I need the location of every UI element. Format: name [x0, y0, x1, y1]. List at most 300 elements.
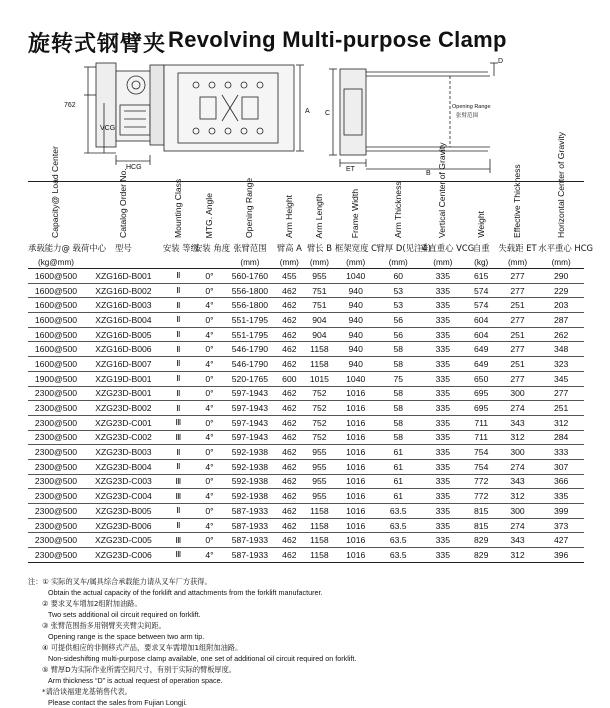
table-cell: XZG23D-B004: [84, 459, 163, 474]
units-row: [28, 256, 584, 269]
note-row: [28, 686, 588, 697]
table-cell: 63.5: [376, 504, 420, 519]
table-cell: 229: [538, 283, 584, 298]
table-cell: 2300@500: [28, 504, 84, 519]
table-row: [28, 401, 584, 416]
table-cell: 1600@500: [28, 327, 84, 342]
table-cell: 462: [275, 401, 304, 416]
table-cell: XZG23D-C003: [84, 474, 163, 489]
table-cell: 1158: [304, 518, 335, 533]
table-cell: XZG16D-B002: [84, 283, 163, 298]
note-row: [28, 576, 588, 587]
header-zh-cell: 臂高 A: [276, 243, 302, 253]
table-cell: 56: [376, 327, 420, 342]
table-cell: 462: [275, 504, 304, 519]
table-cell: 300: [497, 445, 538, 460]
table-cell: 4°: [194, 401, 225, 416]
table-cell: 335: [420, 283, 466, 298]
table-cell: Ⅱ: [163, 327, 194, 342]
table-cell: 462: [275, 386, 304, 401]
dim-d-label: D: [498, 58, 504, 65]
table-cell: 597-1943: [225, 386, 275, 401]
table-cell: 462: [275, 459, 304, 474]
table-cell: 277: [497, 371, 538, 386]
unit-cell: [194, 256, 225, 269]
table-cell: 1600@500: [28, 313, 84, 328]
table-cell: 274: [497, 459, 538, 474]
table-cell: 0°: [194, 445, 225, 460]
table-cell: 752: [304, 430, 335, 445]
table-row: [28, 518, 584, 533]
note-zh: ④ 可提供相应的非侧移式产品，要求叉车需增加1组附加油路。: [42, 643, 243, 652]
table-cell: 335: [420, 474, 466, 489]
table-cell: 335: [420, 357, 466, 372]
dim-et-label: ET: [346, 166, 355, 173]
table-cell: 333: [538, 445, 584, 460]
table-cell: 4°: [194, 489, 225, 504]
header-en-cell: Frame Width: [335, 182, 376, 241]
table-cell: 1040: [335, 371, 376, 386]
header-en-cell: Weight: [466, 182, 497, 241]
table-cell: 600: [275, 371, 304, 386]
table-cell: 53: [376, 298, 420, 313]
table-cell: 251: [497, 327, 538, 342]
table-cell: 0°: [194, 283, 225, 298]
table-cell: 940: [335, 327, 376, 342]
header-en-cell: Arm Thickness: [376, 182, 420, 241]
header-zh-cell: 承载能力@ 载荷中心: [28, 243, 107, 253]
opening-range-zh-label: 张臂范围: [456, 113, 479, 119]
table-cell: 373: [538, 518, 584, 533]
table-cell: XZG23D-B002: [84, 401, 163, 416]
unit-cell: (mm): [304, 256, 335, 269]
table-cell: 520-1765: [225, 371, 275, 386]
table-cell: 1158: [304, 548, 335, 563]
table-cell: 1016: [335, 548, 376, 563]
header-en-cell: Catalog Order No.: [84, 182, 163, 241]
table-cell: 0°: [194, 533, 225, 548]
table-cell: 61: [376, 459, 420, 474]
table-cell: 455: [275, 269, 304, 284]
table-cell: 335: [420, 313, 466, 328]
table-cell: 597-1943: [225, 401, 275, 416]
table-cell: 335: [420, 371, 466, 386]
table-row: [28, 313, 584, 328]
table-cell: Ⅱ: [163, 518, 194, 533]
table-cell: 815: [466, 518, 497, 533]
table-cell: 1600@500: [28, 298, 84, 313]
table-cell: 53: [376, 283, 420, 298]
table-cell: 262: [538, 327, 584, 342]
header-en-cell: Horizontal Center of Gravity: [538, 182, 584, 241]
note-row: [28, 664, 588, 675]
table-cell: 829: [466, 533, 497, 548]
table-cell: 615: [466, 269, 497, 284]
table-cell: 61: [376, 489, 420, 504]
table-row: [28, 327, 584, 342]
table-cell: 751: [304, 283, 335, 298]
table-row: [28, 504, 584, 519]
table-cell: 335: [420, 327, 466, 342]
table-cell: 752: [304, 386, 335, 401]
table-cell: 462: [275, 313, 304, 328]
side-view-drawing: [84, 63, 164, 165]
table-cell: Ⅱ: [163, 298, 194, 313]
note-en: Two sets additional oil circuit required on forklift.: [48, 610, 201, 619]
table-cell: 323: [538, 357, 584, 372]
table-cell: 649: [466, 357, 497, 372]
table-cell: 955: [304, 474, 335, 489]
header-zh-cell: 自重: [472, 243, 490, 253]
table-row: [28, 357, 584, 372]
table-cell: 277: [497, 313, 538, 328]
table-cell: 63.5: [376, 518, 420, 533]
spec-table: [28, 131, 594, 563]
table-cell: XZG23D-B005: [84, 504, 163, 519]
table-cell: 462: [275, 474, 304, 489]
table-cell: 60: [376, 269, 420, 284]
table-cell: 751: [304, 298, 335, 313]
table-cell: 277: [538, 386, 584, 401]
unit-cell: [84, 256, 163, 269]
table-cell: 307: [538, 459, 584, 474]
table-cell: 604: [466, 327, 497, 342]
table-cell: 335: [420, 298, 466, 313]
table-row: [28, 415, 584, 430]
notes-section: [28, 576, 588, 708]
table-cell: 277: [497, 283, 538, 298]
table-cell: 58: [376, 357, 420, 372]
table-cell: Ⅱ: [163, 342, 194, 357]
table-cell: XZG23D-C006: [84, 548, 163, 563]
table-cell: Ⅲ: [163, 474, 194, 489]
table-cell: 940: [335, 283, 376, 298]
table-cell: 203: [538, 298, 584, 313]
table-row: [28, 445, 584, 460]
table-cell: Ⅱ: [163, 504, 194, 519]
header-zh-cell: 框架宽度 C: [334, 243, 377, 253]
table-cell: XZG16D-B006: [84, 342, 163, 357]
table-cell: 940: [335, 313, 376, 328]
table-cell: 284: [538, 430, 584, 445]
table-cell: 0°: [194, 415, 225, 430]
table-cell: 1016: [335, 401, 376, 416]
note-row: [28, 587, 588, 598]
table-cell: 829: [466, 548, 497, 563]
table-row: [28, 283, 584, 298]
header-zh-cell: 水平重心 HCG: [538, 243, 594, 253]
table-cell: 904: [304, 313, 335, 328]
table-cell: 587-1933: [225, 504, 275, 519]
table-cell: 462: [275, 518, 304, 533]
table-cell: 56: [376, 313, 420, 328]
header-zh-cell: 型号: [115, 243, 132, 253]
table-cell: 427: [538, 533, 584, 548]
title-english: Revolving Multi-purpose Clamp: [168, 27, 507, 52]
table-cell: 1900@500: [28, 371, 84, 386]
table-cell: 4°: [194, 357, 225, 372]
table-cell: Ⅱ: [163, 313, 194, 328]
table-cell: 1158: [304, 533, 335, 548]
table-cell: XZG16D-B007: [84, 357, 163, 372]
table-cell: 462: [275, 357, 304, 372]
table-cell: 462: [275, 430, 304, 445]
table-cell: Ⅲ: [163, 415, 194, 430]
table-cell: 2300@500: [28, 548, 84, 563]
table-cell: 592-1938: [225, 489, 275, 504]
note-row: [28, 642, 588, 653]
table-cell: 58: [376, 386, 420, 401]
table-cell: 0°: [194, 386, 225, 401]
note-row: [28, 653, 588, 664]
table-cell: 2300@500: [28, 533, 84, 548]
table-cell: 574: [466, 298, 497, 313]
table-cell: 1016: [335, 445, 376, 460]
header-zh-cell: 臂长 B: [306, 243, 332, 253]
note-row: [28, 598, 588, 609]
table-cell: 1600@500: [28, 283, 84, 298]
table-cell: 556-1800: [225, 283, 275, 298]
table-cell: 752: [304, 401, 335, 416]
header-zh-row: [28, 240, 584, 256]
dim-hcg-label: HCG: [126, 164, 142, 171]
table-row: [28, 533, 584, 548]
table-row: [28, 459, 584, 474]
table-cell: 2300@500: [28, 386, 84, 401]
table-cell: 462: [275, 342, 304, 357]
unit-cell: (mm): [225, 256, 275, 269]
table-cell: 290: [538, 269, 584, 284]
technical-drawing: [0, 55, 610, 180]
table-cell: 335: [420, 533, 466, 548]
note-row: [28, 697, 588, 708]
header-en-cell: Mounting Class: [163, 182, 194, 241]
table-cell: Ⅲ: [163, 533, 194, 548]
table-row: [28, 342, 584, 357]
table-cell: XZG23D-C005: [84, 533, 163, 548]
table-cell: 2300@500: [28, 445, 84, 460]
table-cell: XZG16D-B005: [84, 327, 163, 342]
table-cell: 1600@500: [28, 357, 84, 372]
table-cell: Ⅲ: [163, 430, 194, 445]
table-cell: 58: [376, 415, 420, 430]
table-cell: 551-1795: [225, 327, 275, 342]
header-zh-cell: 失载距 ET: [498, 243, 537, 253]
table-cell: 2300@500: [28, 518, 84, 533]
table-row: [28, 298, 584, 313]
table-cell: 58: [376, 342, 420, 357]
table-cell: 61: [376, 474, 420, 489]
table-cell: 1158: [304, 357, 335, 372]
table-cell: 1016: [335, 518, 376, 533]
table-cell: XZG16D-B004: [84, 313, 163, 328]
table-cell: Ⅱ: [163, 269, 194, 284]
table-cell: 462: [275, 283, 304, 298]
note-zh: ⑤ 臂厚D为实际作业所需空间尺寸，有别于实际的臂板厚度。: [42, 665, 236, 674]
table-row: [28, 430, 584, 445]
table-cell: 399: [538, 504, 584, 519]
table-cell: 754: [466, 459, 497, 474]
table-cell: 711: [466, 415, 497, 430]
table-cell: XZG23D-C002: [84, 430, 163, 445]
table-cell: Ⅱ: [163, 401, 194, 416]
table-cell: 0°: [194, 342, 225, 357]
opening-range-label: Opening Range: [452, 104, 491, 110]
contact-zh: *请洽谈福建龙基销售代表。: [42, 687, 132, 696]
table-cell: 335: [420, 342, 466, 357]
table-cell: 695: [466, 386, 497, 401]
table-cell: Ⅱ: [163, 357, 194, 372]
table-cell: 0°: [194, 313, 225, 328]
table-cell: 335: [420, 489, 466, 504]
table-cell: XZG23D-C001: [84, 415, 163, 430]
table-cell: 587-1933: [225, 533, 275, 548]
note-row: [28, 631, 588, 642]
table-cell: 1600@500: [28, 269, 84, 284]
table-cell: 312: [538, 415, 584, 430]
table-row: [28, 269, 584, 284]
dim-b-label: B: [426, 170, 431, 177]
table-row: [28, 371, 584, 386]
table-cell: 462: [275, 548, 304, 563]
table-cell: 274: [497, 518, 538, 533]
table-cell: 940: [335, 357, 376, 372]
table-cell: 1016: [335, 459, 376, 474]
table-cell: 61: [376, 445, 420, 460]
table-cell: 343: [497, 474, 538, 489]
table-cell: 2300@500: [28, 459, 84, 474]
header-zh-cell: 臂厚 D(见注4): [376, 243, 431, 253]
table-cell: 597-1943: [225, 430, 275, 445]
notes-label: 注：: [28, 577, 43, 586]
note-zh: ① 实际的叉车/属具综合承载能力请从叉车厂方获得。: [42, 577, 212, 586]
table-cell: 955: [304, 489, 335, 504]
table-cell: 335: [420, 401, 466, 416]
note-en: Arm thickness “D” is actual request of operation space.: [48, 676, 223, 685]
table-cell: 335: [420, 504, 466, 519]
table-cell: 63.5: [376, 548, 420, 563]
contact-en: Please contact the sales from Fujian Longji.: [48, 698, 188, 707]
table-cell: 335: [420, 415, 466, 430]
header-en-cell: Effective Thickness: [497, 182, 538, 241]
table-cell: Ⅱ: [163, 283, 194, 298]
table-cell: 312: [497, 430, 538, 445]
table-cell: 650: [466, 371, 497, 386]
table-cell: 300: [497, 504, 538, 519]
table-cell: 335: [420, 548, 466, 563]
table-cell: 335: [420, 269, 466, 284]
table-cell: 312: [497, 489, 538, 504]
table-cell: XZG23D-B006: [84, 518, 163, 533]
table-cell: 587-1933: [225, 548, 275, 563]
table-cell: 251: [497, 298, 538, 313]
table-cell: 1600@500: [28, 342, 84, 357]
table-cell: 1015: [304, 371, 335, 386]
table-cell: 1016: [335, 533, 376, 548]
table-cell: 4°: [194, 459, 225, 474]
table-cell: 711: [466, 430, 497, 445]
table-cell: 587-1933: [225, 518, 275, 533]
note-en: Non-sideshifting multi-purpose clamp available, one set of additional oil circuit required on forklift.: [48, 654, 357, 663]
table-cell: Ⅲ: [163, 548, 194, 563]
table-cell: 772: [466, 474, 497, 489]
table-cell: 462: [275, 298, 304, 313]
table-cell: 4°: [194, 430, 225, 445]
table-cell: 1158: [304, 504, 335, 519]
table-cell: 592-1938: [225, 474, 275, 489]
table-cell: Ⅱ: [163, 459, 194, 474]
table-cell: 75: [376, 371, 420, 386]
table-cell: 396: [538, 548, 584, 563]
table-cell: 335: [420, 459, 466, 474]
table-cell: 940: [335, 342, 376, 357]
unit-cell: (mm): [275, 256, 304, 269]
table-cell: 546-1790: [225, 357, 275, 372]
table-cell: 0°: [194, 474, 225, 489]
table-cell: XZG23D-B001: [84, 386, 163, 401]
table-row: [28, 386, 584, 401]
table-cell: 343: [497, 415, 538, 430]
table-cell: 58: [376, 430, 420, 445]
header-en-cell: Opening Range: [225, 182, 275, 241]
table-cell: 904: [304, 327, 335, 342]
header-en-cell: Vertical Center of Gravity: [420, 182, 466, 241]
table-row: [28, 474, 584, 489]
table-cell: 2300@500: [28, 489, 84, 504]
unit-cell: (kg): [466, 256, 497, 269]
table-cell: 335: [420, 386, 466, 401]
table-cell: 348: [538, 342, 584, 357]
table-cell: 1016: [335, 430, 376, 445]
front-view-drawing: [164, 65, 304, 151]
table-cell: 695: [466, 401, 497, 416]
table-cell: 335: [420, 430, 466, 445]
header-en-cell: Capacity@ Load Center: [28, 182, 84, 241]
table-cell: 546-1790: [225, 342, 275, 357]
table-cell: 4°: [194, 518, 225, 533]
table-cell: 345: [538, 371, 584, 386]
table-cell: 772: [466, 489, 497, 504]
unit-cell: (mm): [538, 256, 584, 269]
table-cell: 300: [497, 386, 538, 401]
table-cell: 592-1938: [225, 445, 275, 460]
header-en-row: [28, 182, 584, 241]
table-cell: 1016: [335, 386, 376, 401]
table-cell: 940: [335, 298, 376, 313]
header-en-cell: Arm Length: [304, 182, 335, 241]
table-cell: Ⅱ: [163, 445, 194, 460]
dim-a-label: A: [305, 108, 310, 115]
unit-cell: (mm): [335, 256, 376, 269]
unit-cell: [163, 256, 194, 269]
table-cell: 754: [466, 445, 497, 460]
table-cell: 2300@500: [28, 430, 84, 445]
note-en: Opening range is the space between two arm tip.: [48, 632, 205, 641]
table-cell: 0°: [194, 504, 225, 519]
table-cell: 955: [304, 445, 335, 460]
table-cell: 462: [275, 489, 304, 504]
table-cell: 335: [420, 445, 466, 460]
table-cell: 1040: [335, 269, 376, 284]
note-row: [28, 675, 588, 686]
table-cell: 277: [497, 342, 538, 357]
dim-c-label: C: [325, 110, 331, 117]
table-cell: 574: [466, 283, 497, 298]
page-title: [0, 27, 610, 55]
header-en-cell: MTG. Angle: [194, 182, 225, 241]
table-cell: 366: [538, 474, 584, 489]
table-row: [28, 548, 584, 563]
